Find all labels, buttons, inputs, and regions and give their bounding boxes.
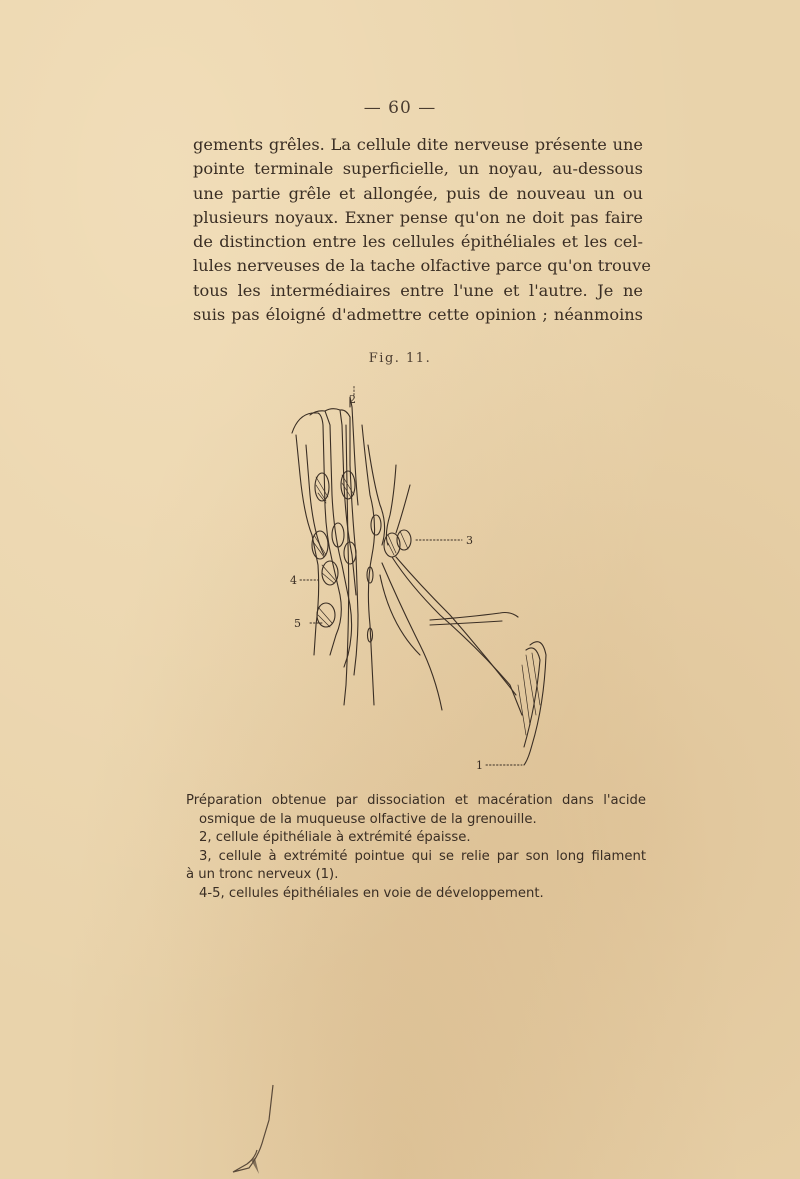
figure-number-4: 4	[290, 574, 297, 587]
figure-label: Fig. 11.	[368, 351, 432, 366]
ink-stain-mark	[225, 1080, 285, 1175]
caption-line: 4-5, cellules épithéliales en voie de développement.	[199, 885, 544, 901]
caption-line: osmique de la muqueuse olfactive de la grenouille.	[199, 811, 537, 827]
body-line: une partie grêle et allongée, puis de nouveau un ou	[193, 183, 643, 203]
body-line: suis pas éloigné d'admettre cette opinion ; néanmoins	[193, 305, 643, 325]
figure-caption	[186, 792, 646, 904]
body-line: plusieurs noyaux. Exner pense qu'on ne doit pas faire	[193, 207, 643, 227]
caption-line: à un tronc nerveux (1).	[186, 867, 339, 883]
caption-line: Préparation obtenue par dissociation et macération dans l'acide	[186, 793, 646, 808]
figure-number-2: 2	[349, 393, 356, 406]
body-line: gements grêles. La cellule dite nerveuse présente une	[193, 135, 643, 154]
body-text	[193, 133, 651, 327]
figure-number-3: 3	[466, 534, 473, 547]
caption-line: 3, cellule à extrémité pointue qui se relie par son long filament	[199, 848, 646, 864]
caption-line: 2, cellule épithéliale à extrémité épaisse.	[199, 830, 471, 846]
body-line: pointe terminale superficielle, un noyau, au-dessous	[193, 159, 643, 179]
figure-number-1: 1	[476, 759, 483, 772]
olfactory-cells-illustration	[270, 385, 570, 780]
figure-number-5: 5	[294, 617, 301, 630]
body-line: tous les intermédiaires entre l'une et l'autre. Je ne	[193, 280, 643, 300]
body-line: de distinction entre les cellules épithéliales et les cel-	[193, 232, 643, 252]
body-line: lules nerveuses de la tache olfactive parce qu'on trouve	[193, 256, 651, 276]
page-number: — 60 —	[363, 98, 437, 118]
